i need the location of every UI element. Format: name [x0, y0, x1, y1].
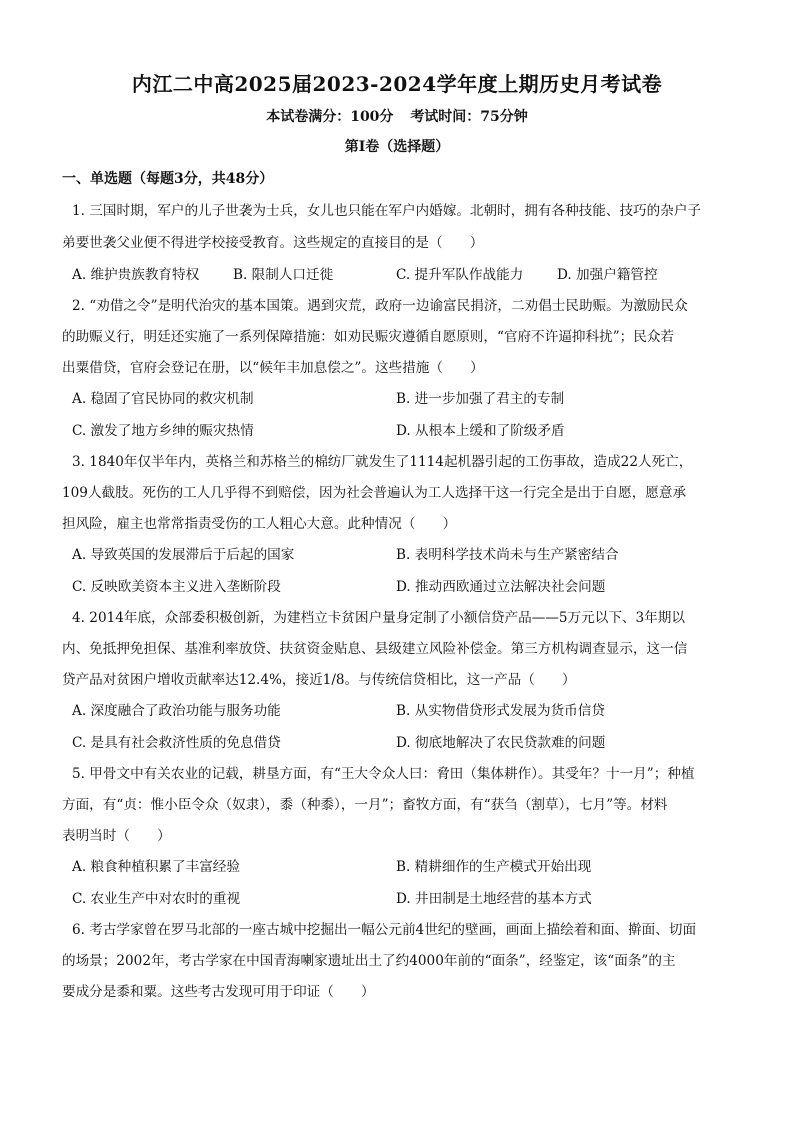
q3-stem-line1: 3. 1840年仅半年内，英格兰和苏格兰的棉纺厂就发生了1114起机器引起的工伤事故，造成22人死亡，: [72, 454, 693, 470]
section-heading: 一、单选题（每题3分，共48分）: [62, 171, 274, 187]
q3-option-a[interactable]: A. 导致英国的发展滞后于后起的国家: [72, 547, 295, 563]
q1-stem-line2: 弟要世袭父业便不得进学校接受教育。这些规定的直接目的是（ ）: [62, 235, 484, 251]
q1-stem-line1: 1. 三国时期，军户的儿子世袭为士兵，女儿也只能在军户内婚嫁。北朝时，拥有各种技能、技巧的杂户子: [72, 203, 702, 219]
q4-stem-line3: 贷产品对贫困户增收贡献率达12.4%，接近1/8。与传统信贷相比，这一产品（ ）: [62, 672, 576, 688]
q6-stem-line3: 要成分是黍和粟。这些考古发现可用于印证（ ）: [62, 984, 375, 1000]
q4-stem-line1: 4. 2014年底，众部委积极创新，为建档立卡贫困户量身定制了小额信贷产品——5万元以下、3年期以: [72, 610, 685, 626]
q1-option-b[interactable]: B. 限制人口迁徙: [233, 267, 334, 283]
q5-option-a[interactable]: A. 粮食种植积累了丰富经验: [72, 859, 240, 875]
q2-stem-line3: 出粟借贷，官府会登记在册，以“候年丰加息偿之”。这些措施（ ）: [62, 360, 484, 376]
q5-stem-line3: 表明当时（ ）: [62, 828, 171, 844]
exam-time: 考试时间：75分钟: [410, 109, 528, 125]
q2-stem-line1: 2. “劝借之令”是明代治灾的基本国策。遇到灾荒，政府一边谕富民捐济，二劝倡士民助赈。为激励民众: [72, 298, 688, 314]
q1-option-d[interactable]: D. 加强户籍管控: [557, 267, 658, 283]
exam-info: [0, 106, 794, 126]
q3-option-d[interactable]: D. 推动西欧通过立法解决社会问题: [396, 579, 606, 595]
q5-option-d[interactable]: D. 井田制是土地经营的基本方式: [396, 891, 592, 907]
q6-stem-line1: 6. 考古学家曾在罗马北部的一座古城中挖掘出一幅公元前4世纪的壁画，画面上描绘着和面、擀面、切面: [72, 922, 697, 938]
q2-option-c[interactable]: C. 激发了地方乡绅的赈灾热情: [72, 423, 254, 439]
q5-option-b[interactable]: B. 精耕细作的生产模式开始出现: [396, 859, 592, 875]
q2-option-a[interactable]: A. 稳固了官民协同的救灾机制: [72, 391, 254, 407]
exam-title: 内江二中高2025届2023-2024学年度上期历史月考试卷: [131, 72, 663, 96]
q4-option-d[interactable]: D. 彻底地解决了农民贷款难的问题: [396, 735, 606, 751]
q2-option-b[interactable]: B. 进一步加强了君主的专制: [396, 391, 565, 407]
q4-stem-line2: 内、免抵押免担保、基准利率放贷、扶贫资金贴息、县级建立风险补偿金。第三方机构调查显示，这一信: [62, 641, 688, 657]
q5-option-c[interactable]: C. 农业生产中对农时的重视: [72, 891, 241, 907]
q6-stem-line2: 的场景；2002年，考古学家在中国青海喇家遗址出土了约4000年前的“面条”，经鉴定，该“面条”的主: [62, 953, 676, 969]
q5-stem-line1: 5. 甲骨文中有关农业的记载，耕垦方面，有“王大令众人曰：脅田（集体耕作）。其受年？十一月”；种植: [72, 766, 695, 782]
q1-option-c[interactable]: C. 提升军队作战能力: [396, 267, 524, 283]
q2-option-d[interactable]: D. 从根本上缓和了阶级矛盾: [396, 423, 565, 439]
volume-title: 第Ⅰ卷（选择题）: [344, 139, 450, 155]
q4-option-a[interactable]: A. 深度融合了政治功能与服务功能: [72, 703, 281, 719]
q3-stem-line2: 109人截肢。死伤的工人几乎得不到赔偿，因为社会普遍认为工人选择干这一行完全是出于自愿，愿意承: [62, 485, 687, 501]
q2-stem-line2: 的助赈义行，明廷还实施了一系列保障措施：如劝民赈灾遵循自愿原则，“官府不许逼抑科扰”；民众若: [62, 329, 675, 345]
q1-option-a[interactable]: A. 维护贵族教育特权: [72, 267, 200, 283]
q4-option-c[interactable]: C. 是具有社会救济性质的免息借贷: [72, 735, 281, 751]
q3-option-b[interactable]: B. 表明科学技术尚未与生产紧密结合: [396, 547, 619, 563]
q5-stem-line2: 方面，有“贞：惟小臣令众（奴隶），黍（种黍），一月”；畜牧方面，有“获刍（割草），七月”等。材料: [62, 797, 668, 813]
q4-option-b[interactable]: B. 从实物借贷形式发展为货币信贷: [396, 703, 605, 719]
q3-stem-line3: 担风险，雇主也常常指责受伤的工人粗心大意。此种情况（ ）: [62, 516, 457, 532]
q3-option-c[interactable]: C. 反映欧美资本主义进入垄断阶段: [72, 579, 281, 595]
full-score: 本试卷满分：100分: [266, 109, 394, 125]
